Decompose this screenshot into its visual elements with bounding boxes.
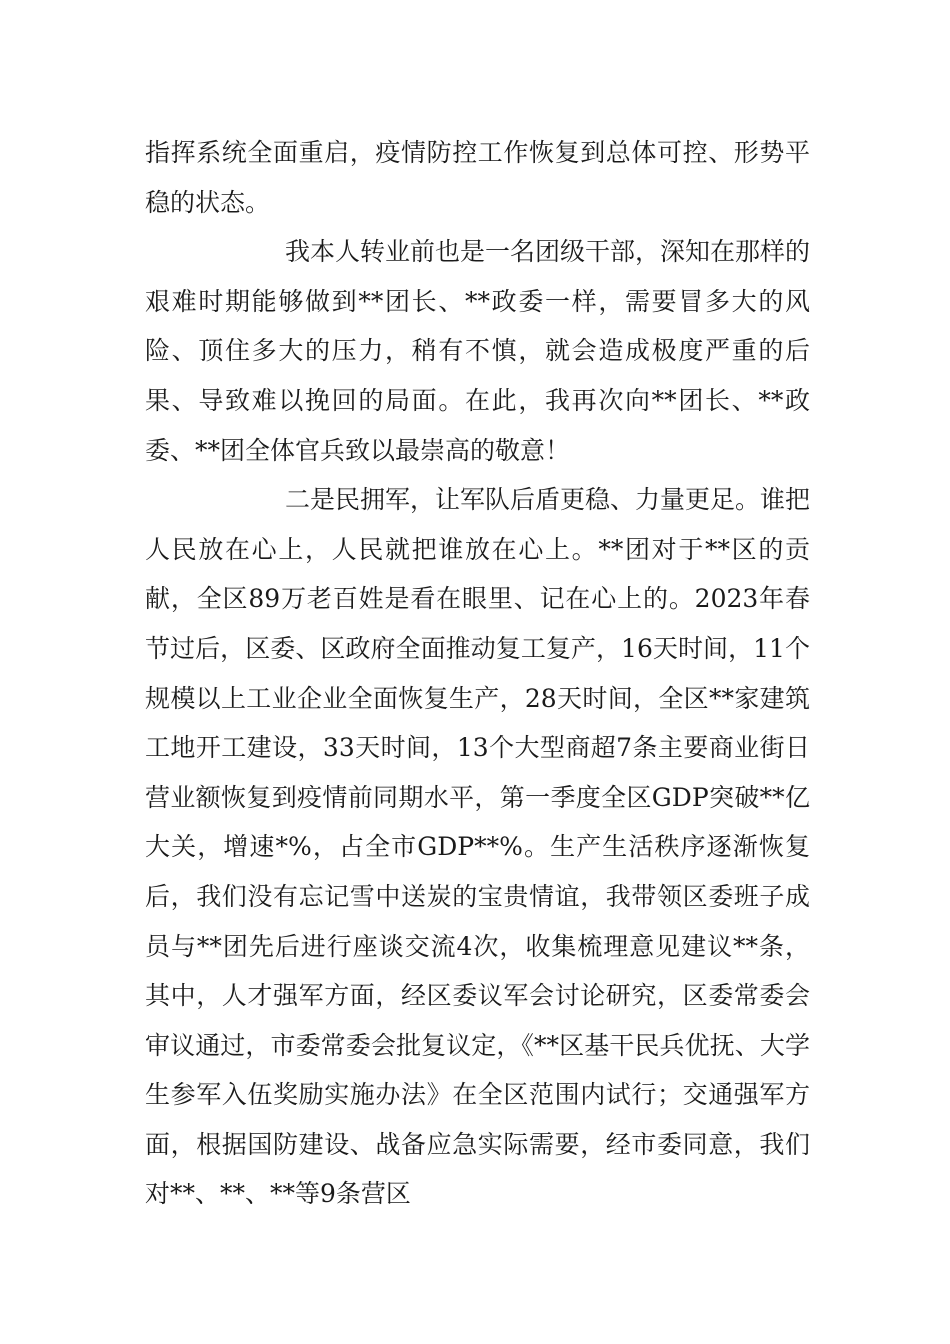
paragraph-civilian-support: 二是民拥军，让军队后盾更稳、力量更足。谁把人民放在心上，人民就把谁放在心上。**团对于**区的贡献，全区89万老百姓是看在眼里、记在心上的。2023年春节过后，区委、区政府全面推动复工复产，16天时间，11个规模以上工业企业全面恢复生产，28天时间，全区**家建筑工地开工建设，33天时间，13个大型商超7条主要商业街日营业额恢复到疫情前同期水平，第一季度全区GDP突破**亿大关，增速*%，占全市GDP**%。生产生活秩序逐渐恢复后，我们没有忘记雪中送炭的宝贵情谊，我带领区委班子成员与**团先后进行座谈交流4次，收集梳理意见建议**条，其中，人才强军方面，经区委议军会讨论研究，区委常委会审议通过，市委常委会批复议定，《**区基干民兵优抚、大学生参军入伍奖励实施办法》在全区范围内试行；交通强军方面，根据国防建设、战备应急实际需要，经市委同意，我们对**、**、**等9条营区 <box>145 485 811 1209</box>
paragraph-personal-experience: 我本人转业前也是一名团级干部，深知在那样的艰难时期能够做到**团长、**政委一样，需要冒多大的风险、顶住多大的压力，稍有不慎，就会造成极度严重的后果、导致难以挽回的局面。在此，我再次向**团长、**政委、**团全体官兵致以最崇高的敬意！ <box>145 237 811 465</box>
paragraph-continuation: 指挥系统全面重启，疫情防控工作恢复到总体可控、形势平稳的状态。 <box>145 138 810 217</box>
document-body <box>145 128 810 1219</box>
